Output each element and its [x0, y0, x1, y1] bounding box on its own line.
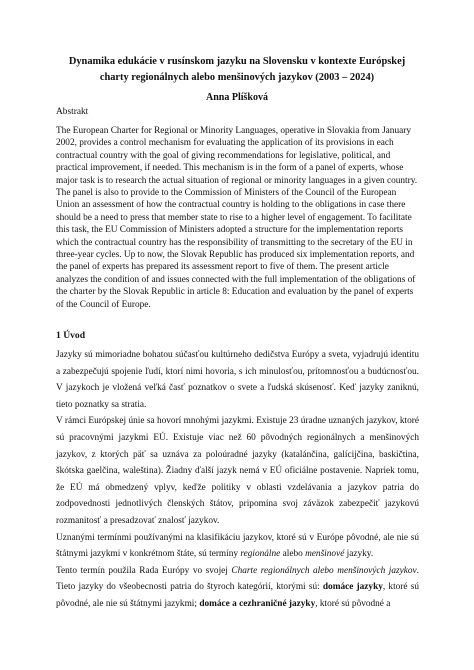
paragraph-3-text-b: alebo — [280, 549, 306, 560]
paragraph-3-emphasis-2: menšinové — [305, 549, 345, 560]
abstract-text: The European Charter for Regional or Minority Languages, operative in Slovakia from January 2002, provides a control mechanism for evaluating the application of its provisions in each contractual country with the goal of giving recommendations for legislative, political, and practical improvement, if needed. This mechanism is in the form of a panel of experts, whose major task is to research the actual situation of regional or minority languages in a given country. The panel is also to provide to the Commission of Ministers of the Council of the European Union an assessment of how the contractual country is holding to the obligations in case there should be a need to press that member state to rise to a higher level of engagement. To facilitate this task, the EU Commission of Ministers adopted a structure for the implementation reports which the contractual country has the responsibility of transmitting to the secretary of the EU in three-year cycles. Up to now, the Slovak Republic has produced six implementation reports, and the panel of experts has prepared its assessment report to five of them. The present article analyzes the condition of and issues connected with the full implementation of the obligations of the charter by the Slovak Republic in article 8: Education and evaluation by the panel of experts of the Council of Europe. — [56, 126, 418, 310]
paragraph-4-text-c: , ktoré sú pôvodné, ale nie sú štátnymi jazykmi; — [56, 582, 420, 609]
paragraph-4-bold-1: domáce jazyky — [322, 582, 383, 593]
paragraph-2: V rámci Európskej únie sa hovorí mnohými jazykmi. Existuje 23 úradne uznaných jazykov, ktoré sú pracovnými jazykmi EÚ. Existuje viac než 60 pôvodných regionálnych a menšinových jazykov, z ktorých päť sa uznáva za poloúradné jazyky (katalánčina, galícijčina, baskičtina, škótska gaelčina, waleština). Žiadny ďalší jazyk nemá v EÚ oficiálne postavenie. Napriek tomu, že EÚ má obmedzený vplyv, keďže politiky v oblasti vzdelávania a jazykov patria do zodpovednosti jednotlivých členských štátov, pripomína svoj záväzok zabezpečiť jazykovú rozmanitosť a presadzovať znalosť jazykov. — [56, 416, 419, 526]
author-name: Anna Plíšková — [206, 92, 268, 103]
paragraph-3-emphasis-1: regionálne — [240, 549, 281, 560]
paragraph-4 — [56, 563, 419, 613]
paragraph-4-emphasis: Charte regionálnych alebo menšinových jazykov — [231, 565, 417, 576]
paper-title — [40, 54, 434, 86]
paragraph-4-text-a: Tento termín použila Rada Európy vo svojej — [56, 565, 232, 576]
paragraph-1: Jazyky sú mimoriadne bohatou súčasťou kultúrneho dedičstva Európy a sveta, vyjadrujú identitu a zabezpečujú spojenie ľudí, ktorí nimi hovoria, s ich minulosťou, prítomnosťou a budúcnosťou. V jazykoch je vložená veľká časť poznatkov o svete a ľudská skúsenosť. Keď jazyky zaniknú, tieto poznatky sa stratia. — [56, 350, 419, 410]
paragraph-4-text-d: , ktoré sú pôvodné a — [315, 598, 391, 609]
section-1-heading: 1 Úvod — [56, 330, 86, 341]
paragraph-3 — [56, 530, 419, 563]
title-line-2: charty regionálnych alebo menšinových jazykov (2003 – 2024) — [99, 72, 375, 83]
section-1-body — [56, 347, 419, 613]
paragraph-4-text-b: . Tieto jazyky do všeobecnosti patria do štyroch kategórií, ktorými sú: — [56, 565, 419, 593]
abstract-heading: Abstrakt — [56, 107, 89, 117]
paragraph-3-text-c: jazyky. — [344, 549, 374, 560]
paragraph-4-bold-2: domáce a cezhraničné jazyky — [199, 598, 316, 609]
paragraph-3-text-a: Uznanými termínmi používanými na klasifikáciu jazykov, ktoré sú v Európe pôvodné, ale nie sú štátnymi jazykmi v konkrétnom štáte, sú termíny — [56, 532, 419, 560]
title-line-1: Dynamika edukácie v rusínskom jazyku na Slovensku v kontexte Európskej — [68, 56, 406, 67]
